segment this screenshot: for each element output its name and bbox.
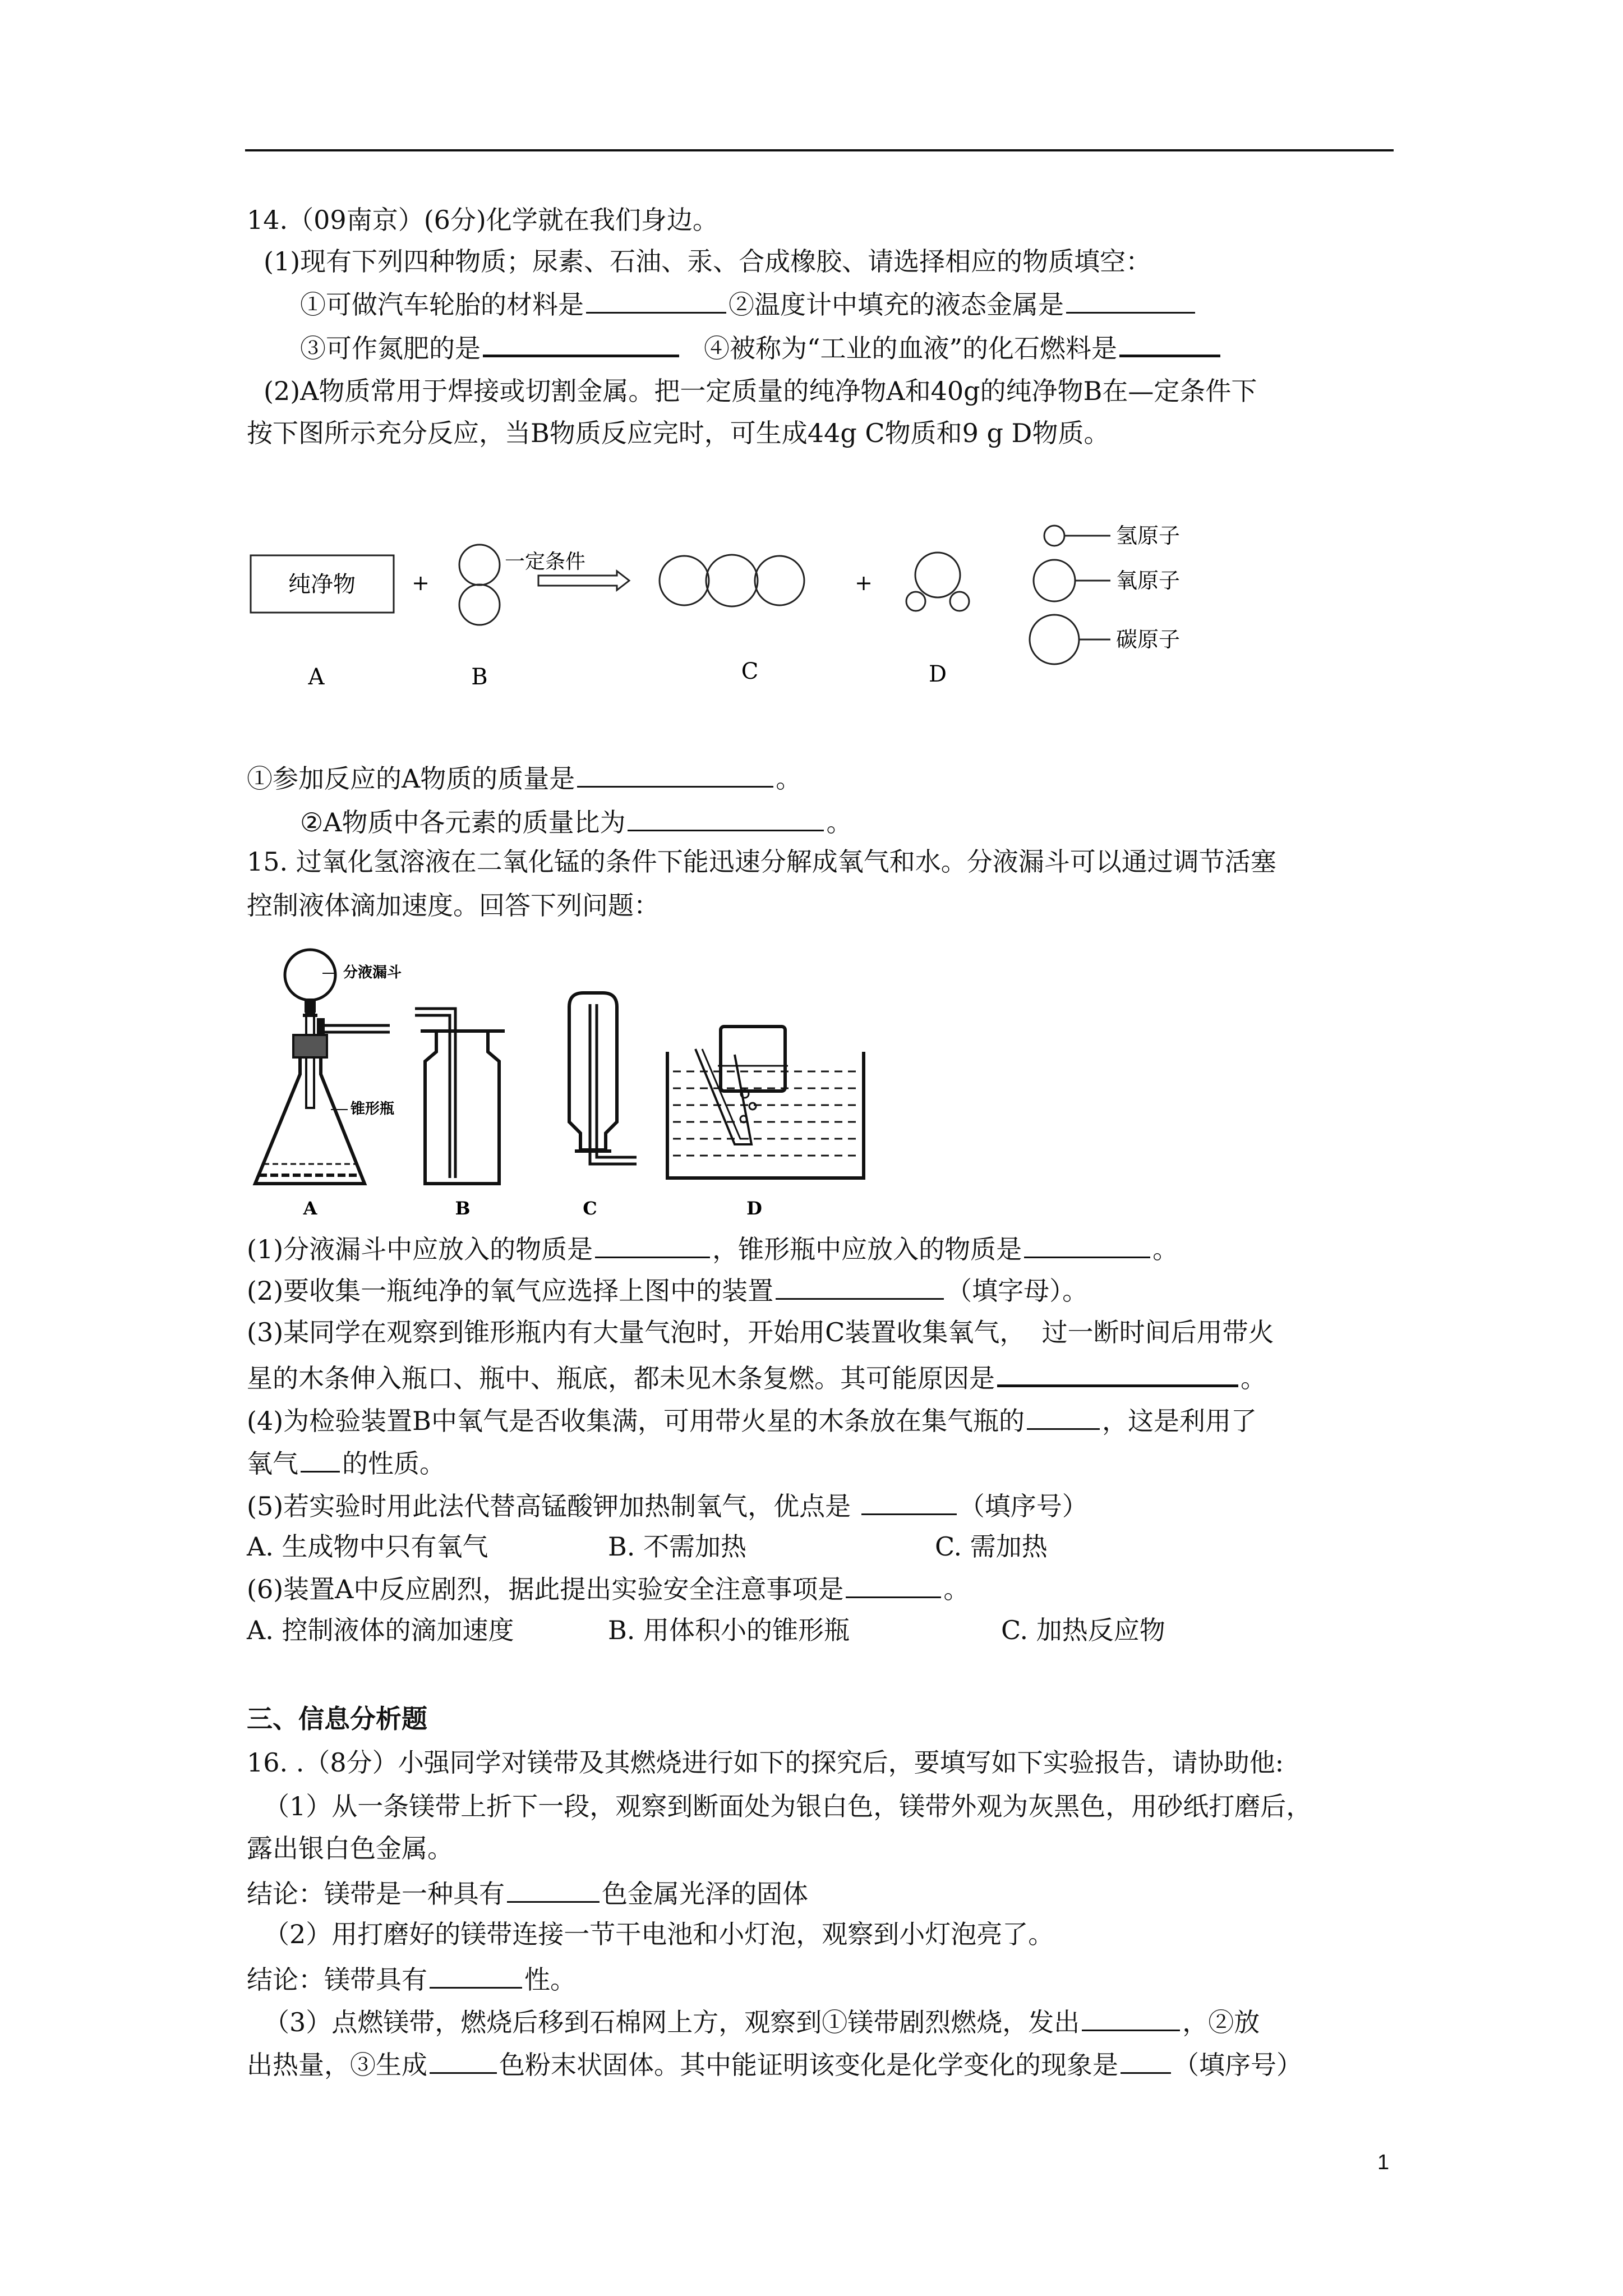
carbon-legend-icon — [1030, 615, 1079, 664]
answer-blank[interactable] — [997, 1359, 1238, 1387]
answer-blank[interactable] — [1066, 286, 1195, 314]
answer-blank[interactable] — [628, 804, 824, 831]
q15-s4-line1: (4)为检验装置B中氧气是否收集满，可用带火星的木条放在集气瓶的 ，这是利用了 — [247, 1402, 1257, 1438]
q16-part1-line1: （1）从一条镁带上折下一段，观察到断面处为银白色，镁带外观为灰黑色，用砂纸打磨后， — [264, 1791, 1312, 1821]
q15-s3-line1: (3)某同学在观察到锥形瓶内有大量气泡时，开始用C装置收集氧气， 过一断时间后用带火 — [247, 1317, 1274, 1347]
option-b[interactable]: B. 不需加热 — [608, 1531, 747, 1562]
q16-part2: （2）用打磨好的镁带连接一节干电池和小灯泡，观察到小灯泡亮了。 — [264, 1919, 1054, 1949]
answer-blank[interactable] — [301, 1445, 340, 1473]
q14-b1: ①参加反应的A物质的质量是 。 — [247, 760, 801, 795]
q14-part1: (1)现有下列四种物质；尿素、石油、汞、合成橡胶、请选择相应的物质填空： — [264, 246, 1152, 277]
q14-part2-line1: (2)A物质常用于焊接或切割金属。把一定质量的纯净物A和40g的纯净物B在—定条件下 — [264, 376, 1257, 406]
answer-blank[interactable] — [507, 1875, 600, 1903]
q14-b2: ②A物质中各元素的质量比为 。 — [300, 804, 852, 839]
carbon-atom — [706, 555, 758, 606]
label-d: D — [928, 661, 947, 687]
q16-part3-line2: 出热量，③生成 色粉末状固体。其中能证明该变化是化学变化的现象是 （填序号） — [247, 2046, 1302, 2082]
label-b: B — [471, 664, 488, 690]
plus-sign: + — [412, 570, 430, 595]
option-b[interactable]: B. 用体积小的锥形瓶 — [608, 1615, 850, 1645]
option-c[interactable]: C. 需加热 — [935, 1531, 1048, 1562]
reaction-arrow-icon — [538, 571, 629, 590]
option-a[interactable]: A. 控制液体的滴加速度 — [247, 1615, 514, 1645]
apparatus-c — [569, 993, 637, 1219]
apparatus-b — [415, 1009, 505, 1219]
q15-line2: 控制液体滴加速度。回答下列问题： — [247, 890, 660, 921]
q15-line1: 15. 过氧化氢溶液在二氧化锰的条件下能迅速分解成氧气和水。分液漏斗可以通过调节活塞 — [247, 846, 1276, 877]
label-d: D — [746, 1198, 762, 1219]
q15-s3-line2: 星的木条伸入瓶口、瓶中、瓶底，都未见木条复燃。其可能原因是 。 — [247, 1359, 1266, 1395]
page-number: 1 — [1377, 2151, 1390, 2174]
q14-part2-line2: 按下图所示充分反应，当B物质反应完时，可生成44g C物质和9 g D物质。 — [247, 418, 1110, 448]
arrow-label: 一定条件 — [504, 550, 586, 573]
option-a[interactable]: A. 生成物中只有氧气 — [247, 1531, 488, 1562]
reaction-diagram — [236, 494, 1256, 707]
oxygen-legend-icon — [1034, 560, 1075, 601]
oxygen-atom — [755, 556, 804, 605]
label-a: A — [308, 664, 325, 690]
oxygen-atom — [459, 585, 500, 625]
section3-heading: 三、信息分析题 — [247, 1704, 427, 1734]
label-a: A — [303, 1198, 317, 1219]
answer-blank[interactable] — [1119, 329, 1220, 357]
oxygen-atom — [915, 553, 960, 597]
funnel-label: 分液漏斗 — [343, 964, 402, 981]
answer-blank[interactable] — [586, 286, 726, 314]
q16-part3-line1: （3）点燃镁带，燃烧后移到石棉网上方，观察到①镁带剧烈燃烧，发出 ，②放 — [264, 2004, 1260, 2039]
header-rule — [245, 149, 1394, 151]
oxygen-atom — [660, 556, 709, 605]
apparatus-diagram — [247, 942, 920, 1223]
legend-carbon: 碳原子 — [1116, 627, 1181, 652]
answer-blank[interactable] — [1024, 1231, 1150, 1258]
answer-blank[interactable] — [1027, 1402, 1100, 1430]
q14-part1-row1: ①可做汽车轮胎的材料是 ②温度计中填充的液态金属是 — [300, 286, 1197, 321]
reactant-a-box-label: 纯净物 — [288, 572, 356, 597]
q15-s1: (1)分液漏斗中应放入的物质是 ，锥形瓶中应放入的物质是 。 — [247, 1231, 1178, 1266]
q16-conclusion1: 结论：镁带是一种具有 色金属光泽的固体 — [247, 1875, 808, 1911]
answer-blank[interactable] — [846, 1571, 941, 1598]
answer-blank[interactable] — [430, 1961, 522, 1989]
q14-title: 14.（09南京）(6分)化学就在我们身边。 — [247, 205, 718, 235]
q15-s2: (2)要收集一瓶纯净的氧气应选择上图中的装置 （填字母）。 — [247, 1272, 1088, 1308]
answer-blank[interactable] — [483, 329, 679, 357]
label-c: C — [583, 1198, 597, 1219]
hydrogen-atom — [950, 592, 969, 611]
oxygen-atom — [459, 545, 500, 585]
option-c[interactable]: C. 加热反应物 — [1001, 1615, 1165, 1645]
hydrogen-legend-icon — [1044, 526, 1064, 546]
q16-conclusion2: 结论：镁带具有 性。 — [247, 1961, 576, 1996]
answer-blank[interactable] — [430, 2046, 497, 2074]
legend-hydrogen: 氢原子 — [1116, 523, 1181, 548]
apparatus-a — [255, 950, 402, 1219]
label-b: B — [455, 1198, 471, 1219]
label-c: C — [741, 659, 759, 684]
legend-oxygen: 氧原子 — [1116, 568, 1181, 593]
q15-s6: (6)装置A中反应剧烈，据此提出实验安全注意事项是 。 — [247, 1571, 969, 1606]
q15-s5: (5)若实验时用此法代替高锰酸钾加热制氧气，优点是 （填序号） — [247, 1488, 1088, 1523]
flask-label: 锥形瓶 — [351, 1101, 395, 1117]
answer-blank[interactable] — [861, 1488, 957, 1515]
plus-sign: + — [855, 570, 873, 595]
q15-s4-line2: 氧气 的性质。 — [247, 1445, 445, 1480]
q16-title: 16. .（8分）小强同学对镁带及其燃烧进行如下的探究后，要填写如下实验报告，请协助他: — [247, 1747, 1284, 1778]
q14-part1-row2: ③可作氮肥的是 ④被称为“工业的血液”的化石燃料是 — [300, 329, 1223, 365]
apparatus-d — [667, 1027, 864, 1219]
hydrogen-atom — [906, 592, 925, 611]
answer-blank[interactable] — [1082, 2004, 1180, 2031]
q16-part1-line2: 露出银白色金属。 — [247, 1833, 453, 1864]
answer-blank[interactable] — [577, 760, 773, 788]
answer-blank[interactable] — [595, 1231, 710, 1258]
answer-blank[interactable] — [776, 1272, 944, 1300]
answer-blank[interactable] — [1121, 2046, 1171, 2074]
